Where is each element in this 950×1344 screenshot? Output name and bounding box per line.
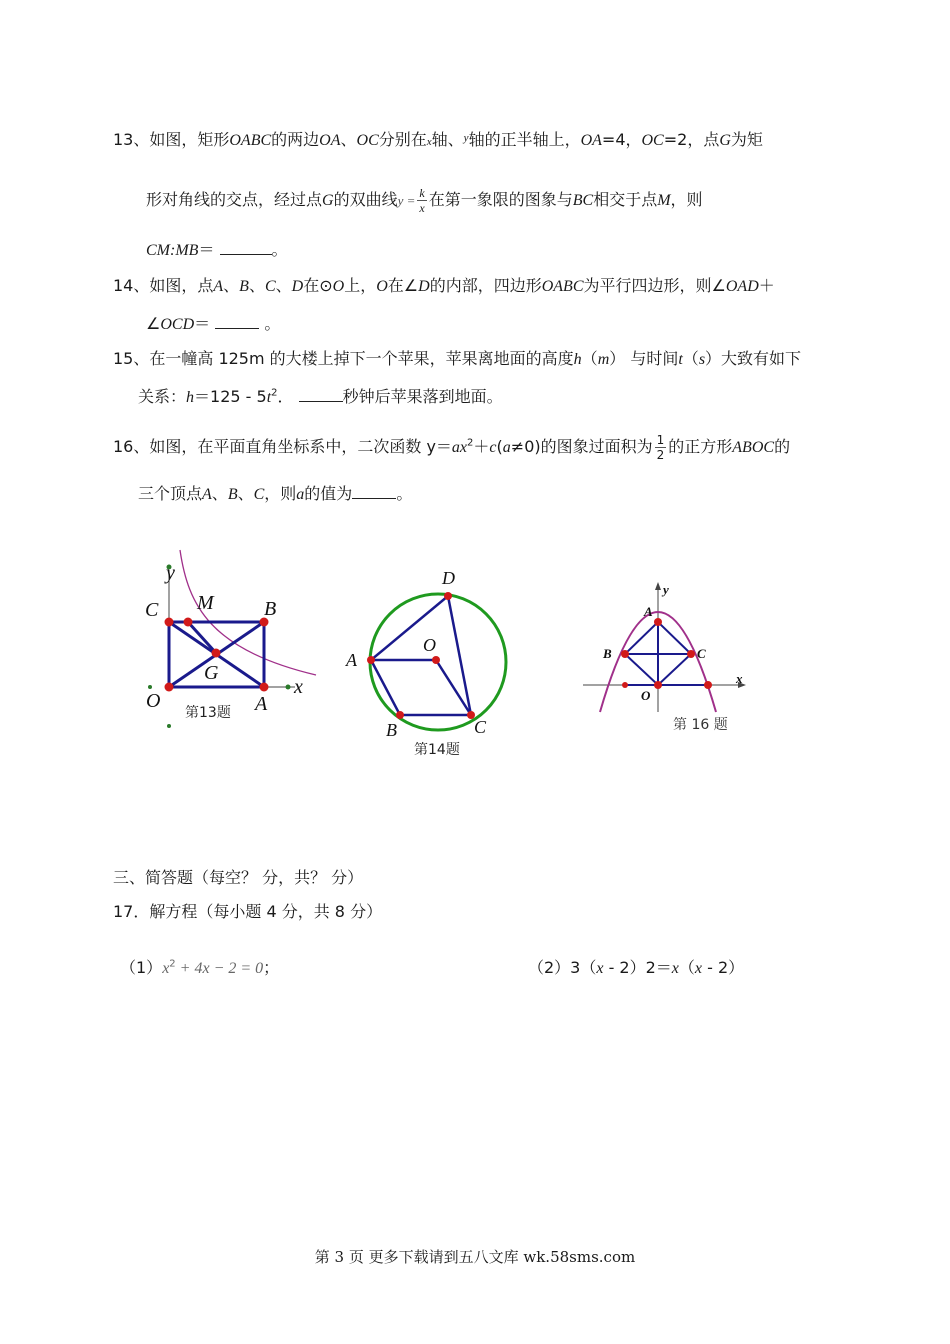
answer-blank-15[interactable] <box>299 387 343 402</box>
label-d: D <box>442 568 455 588</box>
q14-line-2: ∠OCD＝ 。 <box>146 314 281 333</box>
point-a <box>367 656 375 664</box>
axis-end-point <box>167 724 171 728</box>
section-3-title: 三、简答题（每空？ 分，共？ 分） <box>113 868 364 887</box>
answer-blank-16[interactable] <box>352 484 396 499</box>
q13-line-2: 形对角线的交点，经过点G的双曲线y = $\frac{k}{x}$ 在第一象限的图象与BC相交于点M，则 <box>146 186 703 215</box>
label-o: O <box>423 635 436 655</box>
fraction-k-over-x: $\frac{k}{x}$ <box>419 186 425 215</box>
y-axis-arrow <box>655 582 661 590</box>
label-y: y <box>166 562 175 584</box>
label-m: M <box>197 592 214 614</box>
label-g: G <box>204 662 219 684</box>
point-o <box>432 656 440 664</box>
root-point <box>622 682 628 688</box>
fraction-one-half: $\frac{1}{2}$ <box>656 433 665 462</box>
figure-13-caption: 第13题 <box>185 705 231 721</box>
point-b <box>621 650 629 658</box>
point-c <box>165 618 174 627</box>
point-a <box>654 618 662 626</box>
answer-blank-13[interactable] <box>220 240 272 255</box>
q15-line-2: 关系：$h=125 - 5t^2$． 秒钟后苹果落到地面。 <box>138 387 503 406</box>
point-m <box>184 618 193 627</box>
point-o <box>165 683 174 692</box>
label-o: O <box>146 690 161 712</box>
figure-14-caption: 第14题 <box>414 742 460 758</box>
q17-part-1: $(1)x^2 + 4x - 2 = 0$； <box>120 958 280 977</box>
q15-line-1: 15、在一幢高 125m 的大楼上掉下一个苹果，苹果离地面的高度h（m） 与时间t（s）大致有如下 <box>113 349 802 368</box>
label-x: x <box>294 676 303 698</box>
label-b: B <box>603 646 612 661</box>
figure-16-caption: 第 16 题 <box>673 717 728 733</box>
point-c <box>687 650 695 658</box>
figure-16 <box>578 572 758 742</box>
axis-end-point <box>286 685 291 690</box>
label-c: C <box>697 646 706 661</box>
label-a: A <box>255 693 268 715</box>
answer-blank-14[interactable] <box>215 314 259 329</box>
point-g <box>212 649 221 658</box>
segment-ad <box>371 596 448 660</box>
label-b: B <box>386 720 397 740</box>
point-d <box>444 592 452 600</box>
q13-line-3: CM:MB＝ 。 <box>146 240 288 259</box>
q14-line-1: 14、如图，点A、B、C、D在⊙O上，O在∠D的内部，四边形OABC为平行四边形，则∠OAD＋ <box>113 276 775 295</box>
q16-line-1: 16、如图，在平面直角坐标系中，二次函数 $y=ax^2+c(a\ne 0)$的图象过面积为 $\frac{1}{2}$ 的正方形ABOC的 <box>113 433 791 462</box>
label-b: B <box>264 598 277 620</box>
point-b <box>396 711 404 719</box>
label-a: A <box>346 650 357 670</box>
q17-part-2: （2）3（x - 2）2＝x（x - 2） <box>528 958 745 977</box>
label-c: C <box>145 599 159 621</box>
point-o <box>654 681 662 689</box>
q13-line-1: 13、如图，矩形OABC的两边OA、OC分别在x轴、$^y$轴的正半轴上，OA=4，OC=2，点G为矩 <box>113 130 763 149</box>
label-x: x <box>736 671 743 686</box>
point-a <box>260 683 269 692</box>
label-y: y <box>663 582 669 597</box>
label-o: O <box>641 688 651 703</box>
label-a: A <box>644 604 653 619</box>
figure-14 <box>338 562 518 762</box>
q17-title: 17．解方程（每小题 4 分，共 8 分） <box>113 902 383 921</box>
axis-end-point <box>148 685 152 689</box>
label-c: C <box>474 717 487 737</box>
root-point <box>704 681 712 689</box>
figure-13 <box>140 545 325 730</box>
page-footer: 第 3 页 更多下载请到五八文库 wk.58sms.com <box>314 1248 636 1266</box>
q16-line-2: 三个顶点A、B、C，则a的值为 。 <box>138 484 413 503</box>
